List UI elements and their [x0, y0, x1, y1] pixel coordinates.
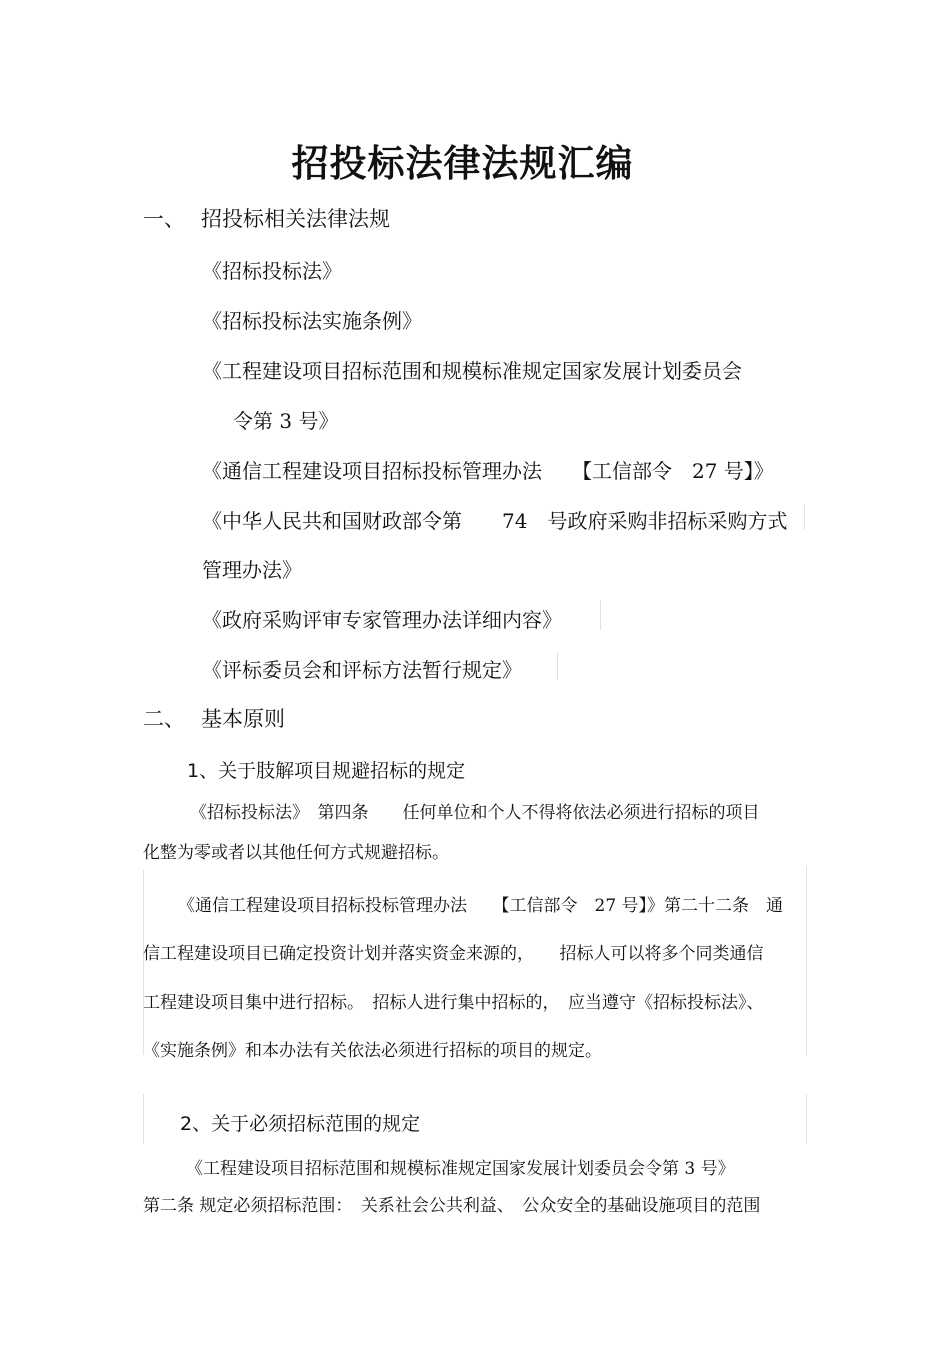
- paragraph-line: 《通信工程建设项目招标投标管理办法 【工信部令 27 号】》第二十二条 通: [178, 896, 784, 916]
- section2-heading: 基本原则: [201, 707, 285, 731]
- paragraph-line: 《工程建设项目招标范围和规模标准规定国家发展计划委员会令第 3 号》: [186, 1159, 735, 1179]
- law-item-7: 《评标委员会和评标方法暂行规定》: [202, 658, 522, 682]
- paragraph-line: 工程建设项目集中进行招标。 招标人进行集中招标的， 应当遵守《招标投标法》、: [143, 993, 764, 1013]
- law-item-5: 《中华人民共和国财政部令第 74 号政府采购非招标采购方式: [202, 509, 788, 533]
- divider: [557, 652, 558, 680]
- paragraph-line: 第二条 规定必须招标范围： 关系社会公共利益、 公众安全的基础设施项目的范围: [143, 1196, 761, 1216]
- section1-number: 一、: [143, 207, 185, 231]
- section2-number: 二、: [143, 707, 185, 731]
- divider: [143, 1094, 144, 1144]
- paragraph-line: 化整为零或者以其他任何方式规避招标。: [143, 843, 449, 863]
- divider: [806, 1094, 807, 1144]
- law-item-2: 《招标投标法实施条例》: [202, 309, 422, 333]
- divider: [600, 600, 601, 630]
- law-item-5-cont: 管理办法》: [202, 558, 302, 582]
- paragraph-line: 信工程建设项目已确定投资计划并落实资金来源的， 招标人可以将多个同类通信: [143, 944, 764, 964]
- document-title: 招投标法律法规汇编: [291, 141, 634, 185]
- section1-heading: 招投标相关法律法规: [201, 207, 390, 231]
- law-item-3-cont: 令第 3 号》: [233, 409, 339, 433]
- paragraph-line: 《招标投标法》 第四条 任何单位和个人不得将依法必须进行招标的项目: [190, 803, 760, 823]
- paragraph-line: 《实施条例》和本办法有关依法必须进行招标的项目的规定。: [143, 1041, 602, 1061]
- divider: [806, 866, 807, 1056]
- subsection1-heading: 1、关于肢解项目规避招标的规定: [187, 760, 466, 782]
- law-item-6: 《政府采购评审专家管理办法详细内容》: [202, 608, 562, 632]
- law-item-1: 《招标投标法》: [202, 259, 342, 283]
- law-item-4: 《通信工程建设项目招标投标管理办法 【工信部令 27 号】》: [202, 459, 774, 483]
- divider: [804, 504, 805, 530]
- law-item-3: 《工程建设项目招标范围和规模标准规定国家发展计划委员会: [202, 359, 742, 383]
- subsection2-heading: 2、关于必须招标范围的规定: [180, 1113, 421, 1135]
